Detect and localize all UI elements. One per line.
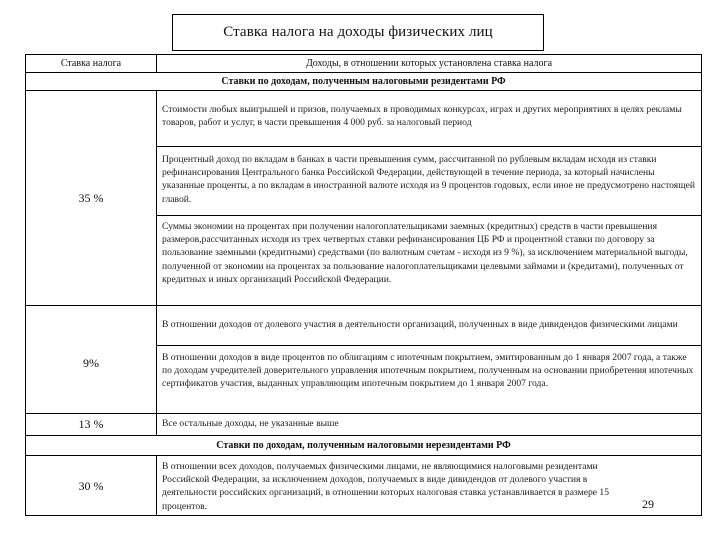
page-number: 29: [642, 497, 654, 511]
section-heading-text: Ставки по доходам, полученным налоговыми нерезидентами РФ: [216, 440, 511, 451]
rate-cell-9: 9%: [26, 306, 157, 414]
rate-cell-30: 30 %: [26, 456, 157, 516]
rate-cell-13: 13 %: [26, 414, 157, 436]
section-heading-nonresidents: [26, 436, 701, 456]
page-title: Ставка налога на доходы физических лиц: [172, 14, 544, 51]
section-heading-residents: [26, 73, 701, 91]
tax-rate-table: [25, 54, 702, 516]
income-item: Суммы экономии на процентах при получении налогоплательщиками заемных (кредитных) средств в части превышения размеров,рассчитанных исходя из трех четвертых ставки рефинансирования ЦБ РФ и процентной ставки по договору за пользование заемными (кредитными) средствами (по валютным счетам - исходя из 9 %), за исключением материальной выгоды, полученной от экономии на процентах за пользование налогоплательщиками целевыми займами и (кредитами), полученных от кредитных и иных организаций Российской Федерации.: [157, 216, 701, 306]
income-item: Процентный доход по вкладам в банках в части превышения сумм, рассчитанной по рублевым вкладам исходя из ставки рефинансирования Центрального банка Российской Федерации, действующей в течение периода, за который начислены указанные проценты, а по вкладам в иностранной валюте исходя из 9 процентов годовых, если иное не предусмотрено настоящей главой.: [157, 147, 701, 216]
header-income: Доходы, в отношении которых установлена ставка налога: [305, 58, 553, 69]
rate-cell-35: 35 %: [26, 91, 157, 306]
section-heading-text: Ставки по доходам, полученным налоговыми резидентами РФ: [221, 76, 506, 87]
income-item: В отношении доходов в виде процентов по облигациям с ипотечным покрытием, эмитированным до 1 января 2007 года, а также по доходам учредителей доверительного управления ипотечным покрытием, полученным на основании приобретения ипотечных сертификатов участия, выданных управляющим ипотечным покрытием до 1 января 2007 года.: [157, 346, 701, 414]
income-item: В отношении доходов от долевого участия в деятельности организаций, полученных в виде дивидендов физическими лицами: [157, 306, 701, 346]
income-item: В отношении всех доходов, получаемых физическими лицами, не являющимися налоговыми резидентами Российской Федерации, за исключением доходов, получаемых в виде дивидендов от долевого участия в деятельности российских организаций, в отношении которых налоговая ставка устанавливается в размере 15 процентов.: [162, 461, 610, 512]
header-rate: Ставка налога: [26, 55, 157, 72]
income-item: Все остальные доходы, не указанные выше: [157, 414, 701, 436]
income-item: Стоимости любых выигрышей и призов, получаемых в проводимых конкурсах, играх и других мероприятиях в целях рекламы товаров, работ и услуг, в части превышения 4 000 руб. за налоговый период: [157, 91, 701, 147]
table-header-row: [26, 55, 701, 73]
